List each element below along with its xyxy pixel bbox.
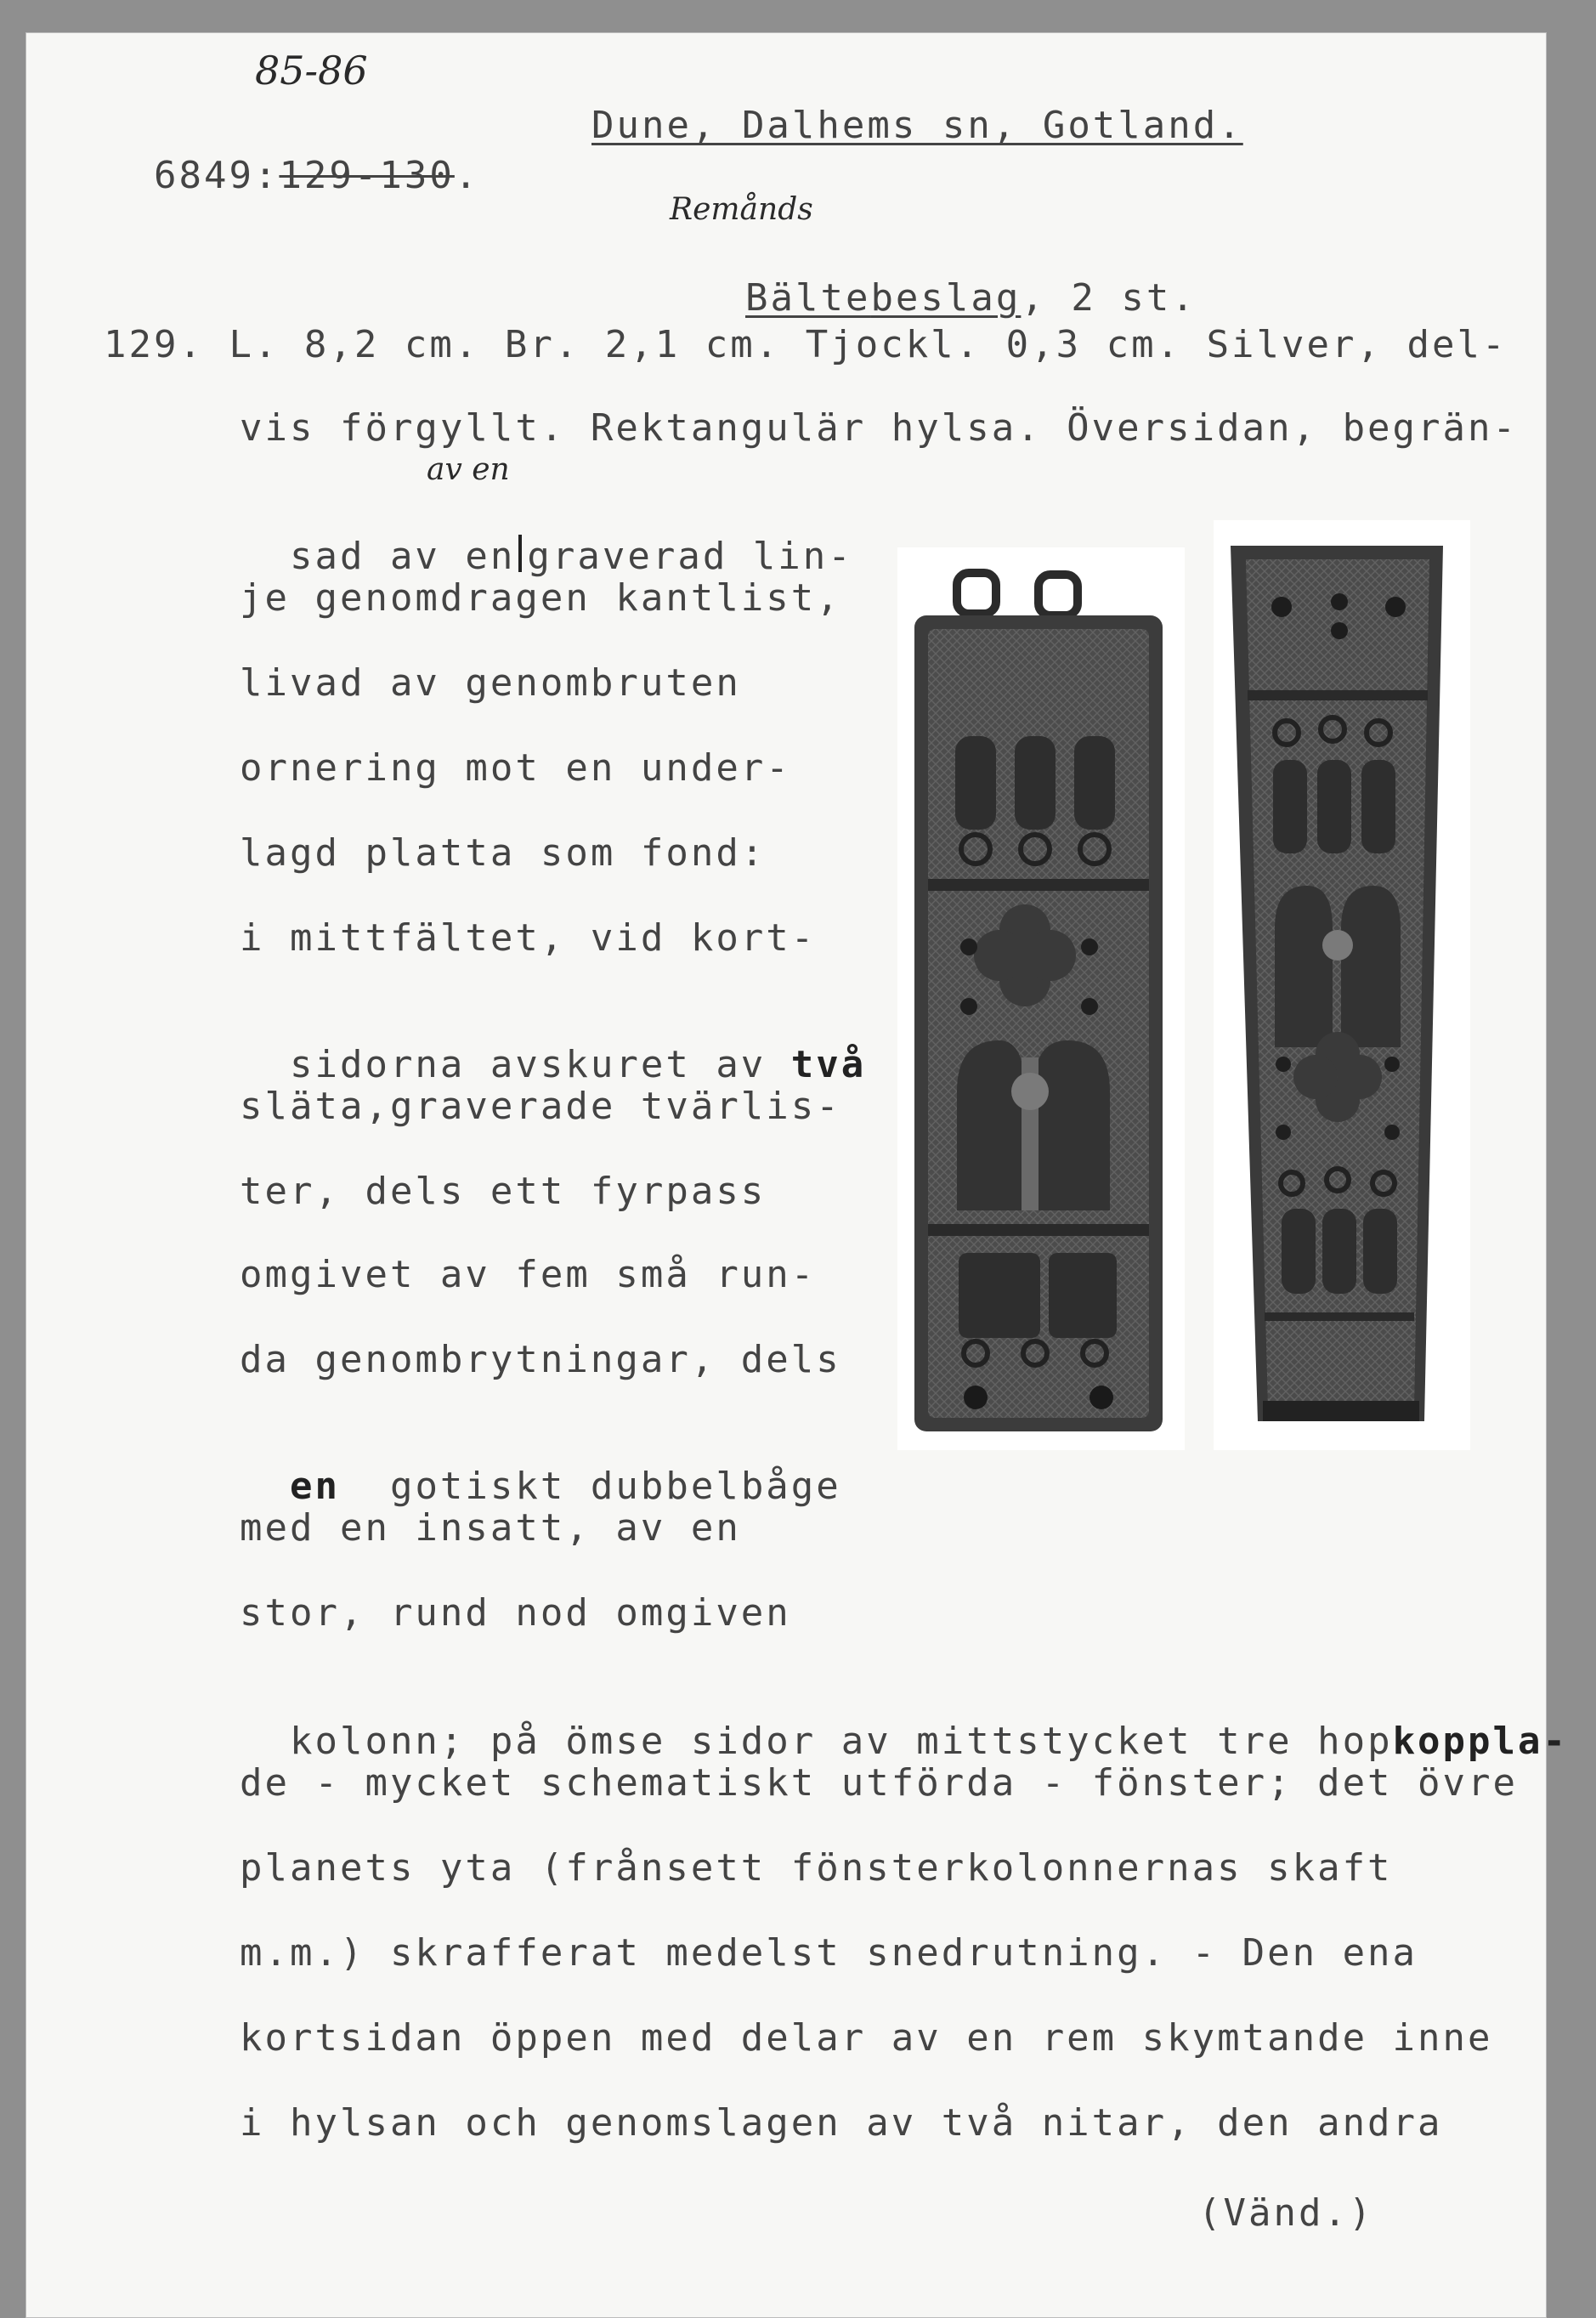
text-line-7: lagd platta som fond: bbox=[240, 831, 767, 875]
text-line-13: da genombrytningar, dels bbox=[240, 1338, 841, 1381]
text-line-12: omgivet av fem små run- bbox=[240, 1253, 817, 1296]
text-line-8: i mittfältet, vid kort- bbox=[240, 916, 817, 960]
text-line-14a: en bbox=[289, 1465, 340, 1508]
text-line-16: stor, rund nod omgiven bbox=[240, 1591, 791, 1635]
text-line-3a: sad av en bbox=[289, 535, 516, 578]
text-line-1: 129. L. 8,2 cm. Br. 2,1 cm. Tjockl. 0,3 cm. Silver, del- bbox=[104, 323, 1508, 366]
text-line-22: i hylsan och genomslagen av två nitar, den andra bbox=[240, 2101, 1443, 2145]
text-line-6: ornering mot en under- bbox=[240, 746, 791, 790]
object-title bbox=[695, 233, 1197, 320]
text-line-21: kortsidan öppen med delar av en rem skymtande inne bbox=[240, 2016, 1493, 2060]
text-line-9 bbox=[240, 1000, 866, 1086]
text-line-9a: sidorna avskuret av bbox=[289, 1043, 791, 1086]
find-location: Dune, Dalhems sn, Gotland. bbox=[591, 104, 1243, 147]
object-title-rest: beslag bbox=[870, 276, 1022, 320]
text-line-17 bbox=[240, 1676, 1568, 1763]
belt-mount-back-image bbox=[1214, 520, 1470, 1450]
text-line-17b: koppla- bbox=[1392, 1720, 1568, 1763]
inventory-number bbox=[104, 111, 479, 197]
text-line-14 bbox=[240, 1421, 841, 1508]
inventory-prefix: 6849: bbox=[153, 154, 280, 197]
handwritten-number: 85-86 bbox=[255, 48, 368, 94]
text-line-17a: kolonn; på ömse sidor av mittstycket tre hop bbox=[289, 1720, 1393, 1763]
text-line-19: planets yta (frånsett fönsterkolonnernas skaft bbox=[240, 1846, 1393, 1890]
text-line-3b: graverad lin- bbox=[527, 535, 853, 578]
text-line-2: vis förgyllt. Rektangulär hylsa. Översidan, begrän- bbox=[240, 406, 1519, 450]
object-count: , 2 st. bbox=[1021, 276, 1197, 320]
handwritten-insert: av en bbox=[427, 452, 510, 487]
text-line-4: je genomdragen kantlist, bbox=[240, 576, 841, 620]
inventory-struck-number: 129-130 bbox=[279, 154, 455, 197]
text-line-5: livad av genombruten bbox=[240, 661, 741, 705]
text-line-20: m.m.) skrafferat medelst snedrutning. - Den ena bbox=[240, 1931, 1418, 1975]
photo-belt-mount-back bbox=[1214, 520, 1470, 1450]
text-line-14b: gotiskt dubbelbåge bbox=[339, 1465, 841, 1508]
text-line-9b: två bbox=[790, 1043, 867, 1086]
text-line-3 bbox=[240, 491, 853, 578]
text-line-11: ter, dels ett fyrpass bbox=[240, 1170, 767, 1213]
handwritten-object-correction: Remånds bbox=[670, 192, 813, 227]
belt-mount-front-image bbox=[897, 547, 1185, 1450]
photo-belt-mount-front bbox=[897, 547, 1185, 1450]
text-line-10: släta,graverade tvärlis- bbox=[240, 1085, 841, 1128]
text-line-18: de - mycket schematiskt utförda - fönster; det övre bbox=[240, 1761, 1519, 1805]
insertion-mark bbox=[518, 535, 522, 572]
turn-over-note: (Vänd.) bbox=[1198, 2191, 1374, 2235]
inventory-suffix: . bbox=[454, 154, 480, 197]
object-title-struck: Bälte bbox=[744, 276, 871, 320]
text-line-15: med en insatt, av en bbox=[240, 1506, 741, 1550]
